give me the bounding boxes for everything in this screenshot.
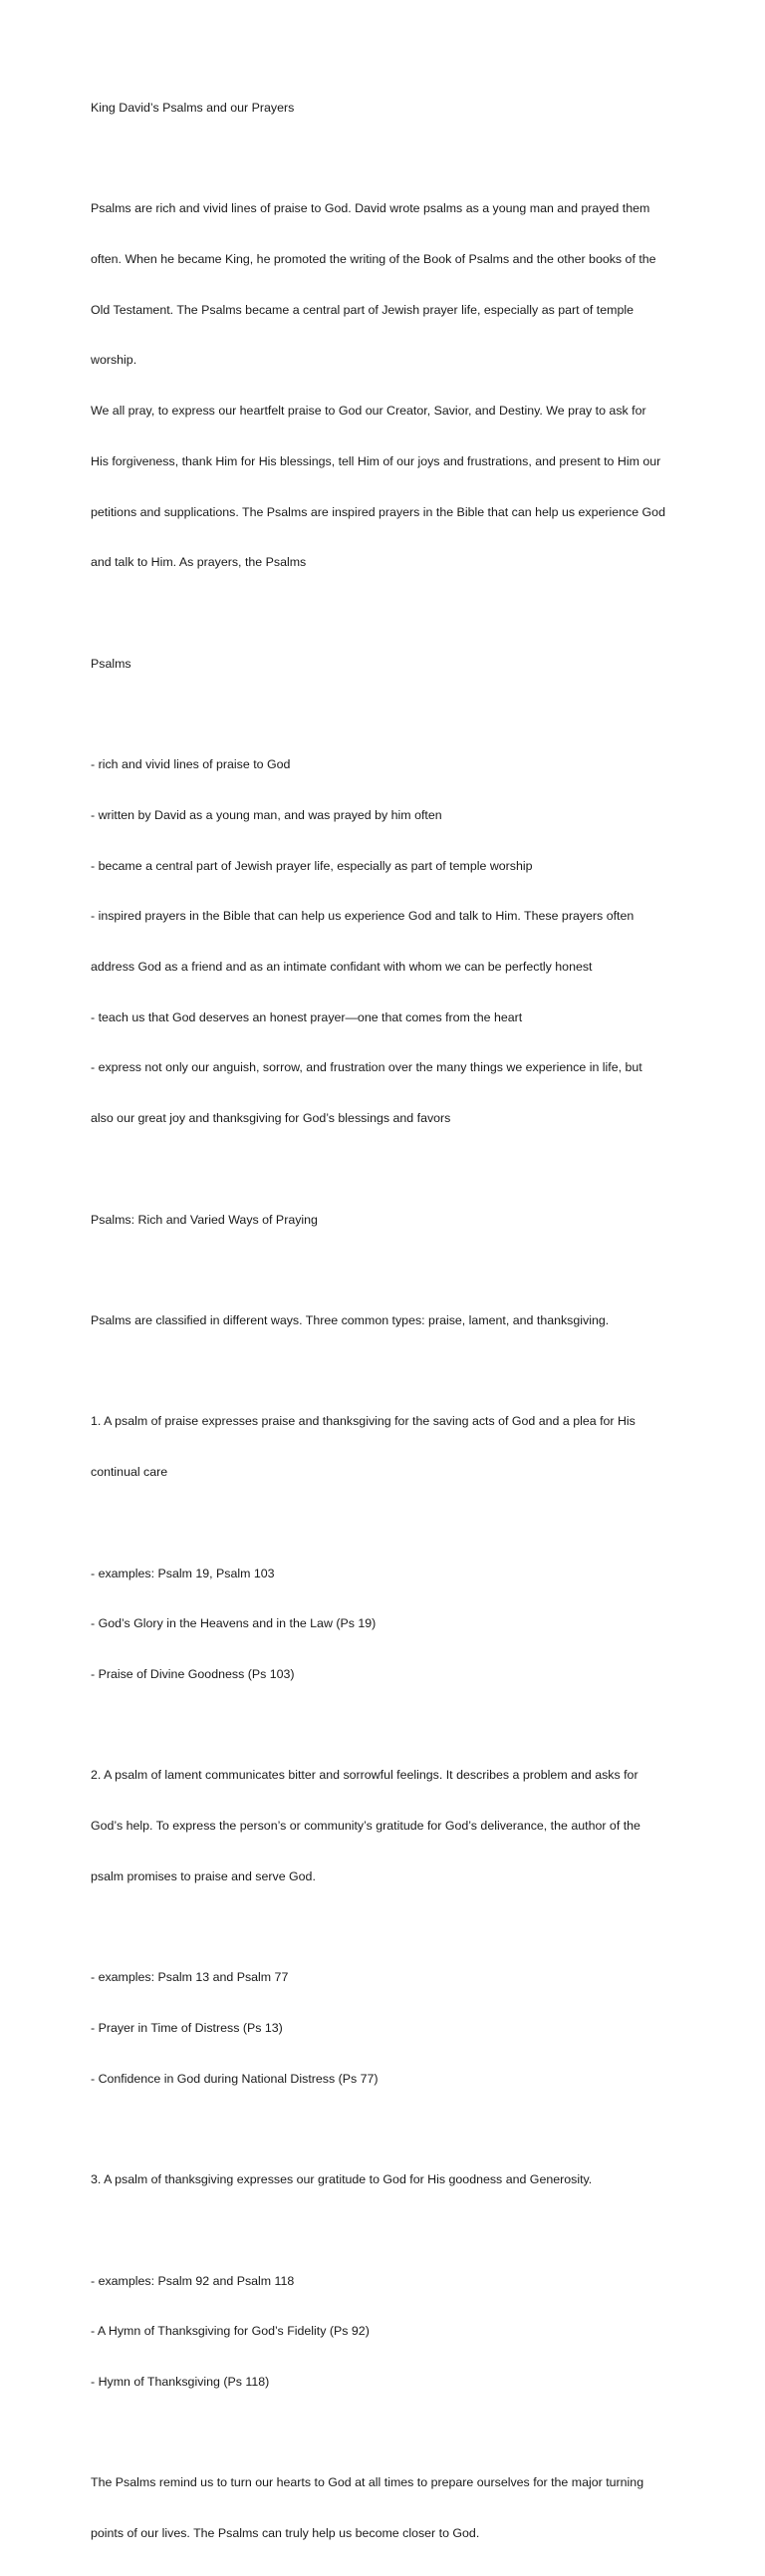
paragraph-gap bbox=[91, 2121, 675, 2138]
text-line: points of our lives. The Psalms can truly help us become closer to God. bbox=[91, 2526, 480, 2541]
text-line: We all pray, to express our heartfelt praise to God our Creator, Savior, and Destiny. We pray to ask for bbox=[91, 404, 646, 419]
closing-paragraph bbox=[91, 2441, 675, 2576]
psalms-list bbox=[91, 722, 675, 1161]
lament-examples bbox=[91, 1935, 675, 2121]
text-line: continual care bbox=[91, 1465, 168, 1480]
text-line: His forgiveness, thank Him for His blessings, tell Him of our joys and frustrations, and present to Him our bbox=[91, 453, 661, 468]
list-item: - express not only our anguish, sorrow, and frustration over the many things we experience in life, but bbox=[91, 1060, 642, 1075]
section-heading: Psalms bbox=[91, 656, 131, 671]
ways-intro bbox=[91, 1279, 675, 1363]
list-item: - Hymn of Thanksgiving (Ps 118) bbox=[91, 2374, 270, 2389]
paragraph-gap bbox=[91, 1515, 675, 1532]
text-line: 1. A psalm of praise expresses praise and thanksgiving for the saving acts of God and a plea for His bbox=[91, 1414, 636, 1429]
list-item: - examples: Psalm 92 and Psalm 118 bbox=[91, 2273, 295, 2288]
list-item: - rich and vivid lines of praise to God bbox=[91, 757, 291, 772]
text-line: and talk to Him. As prayers, the Psalms bbox=[91, 555, 307, 570]
text-line: Psalms are classified in different ways. Three common types: praise, lament, and thanksgiving. bbox=[91, 1312, 610, 1327]
text-line: 3. A psalm of thanksgiving expresses our gratitude to God for His goodness and Generosity. bbox=[91, 2172, 593, 2187]
list-item: - written by David as a young man, and was prayed by him often bbox=[91, 807, 442, 822]
list-item: - A Hymn of Thanksgiving for God’s Fidelity (Ps 92) bbox=[91, 2324, 370, 2339]
thanksgiving-examples bbox=[91, 2239, 675, 2425]
list-item: - Prayer in Time of Distress (Ps 13) bbox=[91, 2020, 283, 2035]
paragraph-gap bbox=[91, 150, 675, 167]
list-item: address God as a friend and as an intimate confidant with whom we can be perfectly honest bbox=[91, 959, 593, 974]
paragraph-gap bbox=[91, 2222, 675, 2239]
section-heading: Psalms: Rich and Varied Ways of Praying bbox=[91, 1212, 318, 1227]
text-line: petitions and supplications. The Psalms are inspired prayers in the Bible that can help us experience God bbox=[91, 504, 665, 519]
text-line: 2. A psalm of lament communicates bitter and sorrowful feelings. It describes a problem and asks for bbox=[91, 1768, 638, 1783]
paragraph-gap bbox=[91, 1919, 675, 1936]
list-item: also our great joy and thanksgiving for God’s blessings and favors bbox=[91, 1111, 451, 1126]
document-title bbox=[91, 66, 675, 150]
psalms-heading bbox=[91, 622, 675, 707]
title-line: King David’s Psalms and our Prayers bbox=[91, 100, 295, 115]
paragraph-gap bbox=[91, 2425, 675, 2441]
text-line: Psalms are rich and vivid lines of praise to God. David wrote psalms as a young man and prayed them bbox=[91, 201, 650, 216]
text-line: The Psalms remind us to turn our hearts to God at all times to prepare ourselves for the major turning bbox=[91, 2475, 644, 2490]
intro-paragraph bbox=[91, 166, 675, 605]
list-item: - Confidence in God during National Distress (Ps 77) bbox=[91, 2071, 379, 2086]
paragraph-gap bbox=[91, 1363, 675, 1380]
ways-heading bbox=[91, 1178, 675, 1263]
text-line: psalm promises to praise and serve God. bbox=[91, 1868, 316, 1883]
paragraph-gap bbox=[91, 1717, 675, 1734]
text-line: God’s help. To express the person’s or community’s gratitude for God’s deliverance, the author of the bbox=[91, 1819, 640, 1834]
list-item: - Praise of Divine Goodness (Ps 103) bbox=[91, 1666, 295, 1681]
praise-examples bbox=[91, 1532, 675, 1717]
paragraph-gap bbox=[91, 1161, 675, 1178]
list-item: - became a central part of Jewish prayer life, especially as part of temple worship bbox=[91, 858, 533, 873]
text-line: Old Testament. The Psalms became a central part of Jewish prayer life, especially as part of temple bbox=[91, 302, 634, 317]
list-item: - inspired prayers in the Bible that can help us experience God and talk to Him. These prayers often bbox=[91, 909, 635, 924]
list-item: - examples: Psalm 19, Psalm 103 bbox=[91, 1566, 275, 1580]
thanksgiving-paragraph bbox=[91, 2138, 675, 2222]
paragraph-gap bbox=[91, 605, 675, 622]
list-item: - examples: Psalm 13 and Psalm 77 bbox=[91, 1970, 289, 1985]
lament-paragraph bbox=[91, 1734, 675, 1919]
list-item: - God’s Glory in the Heavens and in the Law (Ps 19) bbox=[91, 1616, 377, 1631]
text-line: often. When he became King, he promoted the writing of the Book of Psalms and the other books of the bbox=[91, 251, 656, 266]
paragraph-gap bbox=[91, 1262, 675, 1279]
paragraph-gap bbox=[91, 706, 675, 722]
text-line: worship. bbox=[91, 353, 137, 368]
list-item: - teach us that God deserves an honest prayer—one that comes from the heart bbox=[91, 1009, 523, 1024]
praise-paragraph bbox=[91, 1380, 675, 1515]
